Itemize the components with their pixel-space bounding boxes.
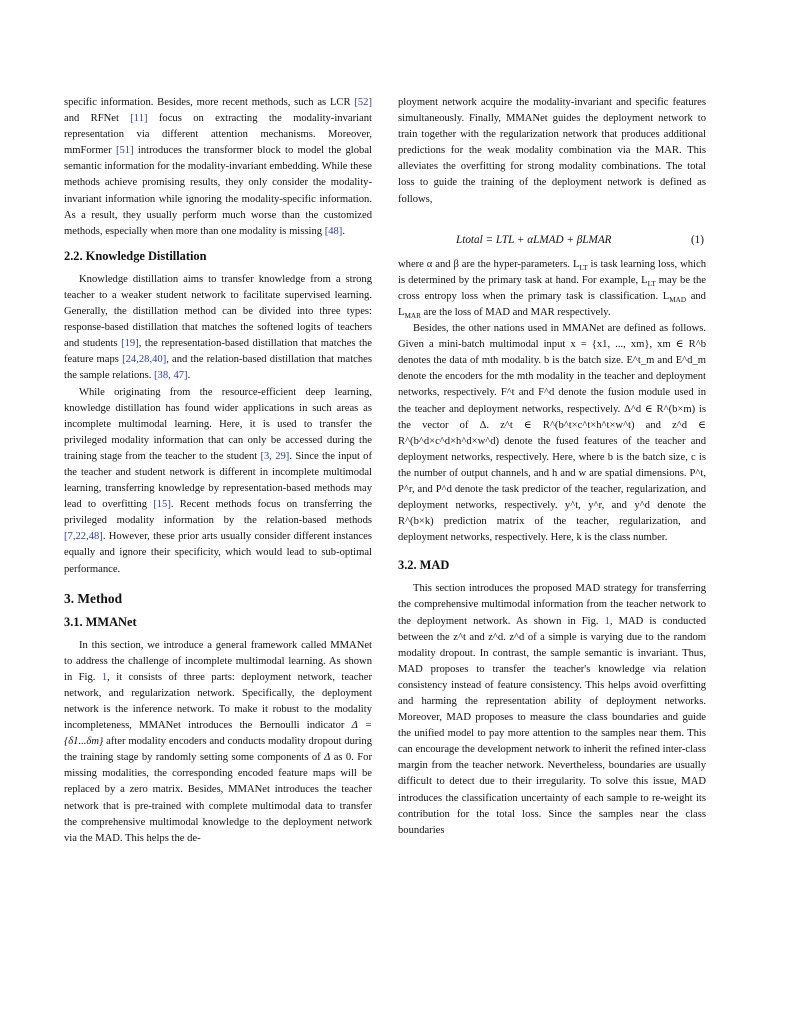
left-column bbox=[64, 95, 372, 847]
citation-link[interactable]: [3, 29] bbox=[260, 450, 290, 462]
paragraph-loss-definitions: where α and β are the hyper-parameters. $L_{LT}$ is task learning loss, which is determined by the primary task at hand. For example, $L_{LT}$ may be the cross entropy loss when the primary task is classification. $L_{MAD}$ and $L_{MAR}$ are the loss of MAD and MAR respectively. bbox=[398, 258, 706, 321]
citation-link[interactable]: [11] bbox=[130, 113, 148, 125]
equation-body: Ltotal = LTL + αLMAD + βLMAR bbox=[456, 233, 612, 246]
paragraph-mad-description: This section introduces the proposed MAD strategy for transferring the comprehensive multimodal information from the teacher network to the deployment network. As shown in Fig. 1, MAD is conducted between the z^t and z^d. z^d of a simple is varying due to the random modality dropout. In contrast, the sample semantic is invariant. Thus, MAD proposes to transfer the teacher's knowledge via relation consistency instead of feature consistency. This helps avoid overfitting and harming the representation ability of deployment networks. Moreover, MAD proposes to measure the class boundaries and guide the unified model to pay more attention to the samples near them. This can encourage the development network to inherit the refined inter-class margin from the teacher network. Nevertheless, boundaries are usually difficult to detect due to their irregularity. To solve this issue, MAD introduces the classification uncertainty of each sample to re-weight its contribution for the total loss. Since the samples near the class boundaries bbox=[398, 583, 707, 836]
section-heading-mad: 3.2. MAD bbox=[398, 558, 450, 573]
figure-link[interactable]: 1 bbox=[101, 671, 108, 683]
paragraph-kd-overview: Knowledge distillation aims to transfer knowledge from a strong teacher to a weaker student network to facilitate supervised learning. Generally, the distillation method can be divided into three types: response-based distillation that matches the softened logits of teachers and students [19], the representation-based distillation that matches the feature maps [24,28,40], and the relation-based distillation that matches the sample relations. [38, 47]. bbox=[64, 273, 372, 382]
citation-link[interactable]: [51] bbox=[115, 145, 134, 157]
citation-link[interactable]: [48] bbox=[324, 225, 343, 237]
math-inline: Δ = {δ1...δm} bbox=[64, 720, 373, 748]
equation-total-loss bbox=[398, 232, 706, 252]
paragraph-mmanet-framework: In this section, we introduce a general framework called MMANet to address the challenge of incomplete multimodal learning. As shown in Fig. 1, it consists of three parts: deployment network, teacher network, and regularization network. Specifically, the deployment network is the inference network. To make it robust to the modality incompleteness, MMANet introduces the Bernoulli indicator Δ = {δ1...δm} after modality encoders and conducts modality dropout during the training stage by randomly setting some components of Δ as 0. For missing modalities, the corresponding encoded feature maps will be replaced by a zero matrix. Besides, MMANet introduces the teacher network that is pre-trained with complete multimodal data to transfer the comprehensive multimodal knowledge to the deployment network via the MAD. This helps the de- bbox=[64, 639, 373, 844]
paragraph-mmanet-continued: ployment network acquire the modality-invariant and specific features simultaneously. Finally, MMANet guides the deployment network to train together with the regularization network that produces additional predictions for the weak modality combination via the MAR. This alleviates the overfitting for strong modality combinations. The total loss to guide the training of the deployment network is defined as follows, bbox=[398, 97, 706, 205]
figure-link[interactable]: 1 bbox=[604, 615, 610, 627]
citation-link[interactable]: [7,22,48] bbox=[64, 531, 103, 543]
citation-link[interactable]: [52] bbox=[354, 97, 372, 108]
equation-number: (1) bbox=[690, 233, 704, 246]
section-heading-method: 3. Method bbox=[64, 590, 123, 606]
citation-link[interactable]: [38, 47] bbox=[154, 370, 188, 382]
citation-link[interactable]: [15] bbox=[153, 499, 171, 511]
citation-link[interactable]: [24,28,40] bbox=[122, 354, 167, 366]
section-heading-knowledge-distillation: 2.2. Knowledge Distillation bbox=[64, 248, 207, 263]
math-inline: Δ bbox=[324, 752, 331, 764]
right-column bbox=[398, 95, 706, 839]
paragraph-intro-continued: specific information. Besides, more recent methods, such as LCR [52] and RFNet [11] focus on extracting the modality-invariant representation via different attention mechanisms. Moreover, mmFormer [51] introduces the transformer block to model the global semantic information for the modality-invariant embedding. While these methods achieve promising results, they only consider the modality-invariant information while ignoring the modality-specific information. As a result, they usually perform much worse than the customized methods, especially when more than one modality is missing [48]. bbox=[64, 97, 372, 237]
paragraph-kd-applications: While originating from the resource-efficient deep learning, knowledge distillation has found wider applications in such areas as incomplete multimodal learning. Here, it is used to transfer the privileged modality information that can only be accessed during the training stage from the teacher to the student [3, 29]. Since the input of the teacher and student network is different in incomplete multimodal learning, transferring knowledge by representation-based methods may lead to overfitting [15]. Recent methods focus on transferring the privileged modality information by the relation-based methods [7,22,48]. However, these prior arts usually consider different instances equally and ignore their specificity, which would lead to sub-optimal performance. bbox=[64, 386, 372, 575]
citation-link[interactable]: [19] bbox=[121, 338, 139, 350]
paragraph-notations: Besides, the other nations used in MMANet are defined as follows. Given a mini-batch multimodal input x = {x1, ..., xm}, xm ∈ R^b denotes the data of mth modality. b is the batch size. E^t_m and E^d_m denote the encoders for the mth modality in the teacher and deployment networks, respectively. F^t and F^d denote the fusion module used in the teacher and deployment networks, respectively. Δ^d ∈ R^(b×m) is the vector of Δ. z^t ∈ R^(b^t×c^t×h^t×w^t) and z^d ∈ R^(b^d×c^d×h^d×w^d) denote the fused features of the teacher and deployment networks, respectively. Here, where b is the batch size, c is the number of output channels, and h and w are spatial dimensions. P^t, P^r, and P^d denote the task predictor of the teacher, regularization, and deployment networks, respectively. y^t, y^r, and y^d denote the R^(b×k) prediction matrix of the teacher, regularization, and deployment networks, respectively. Here, k is the class number. bbox=[398, 323, 706, 544]
section-heading-mmanet: 3.1. MMANet bbox=[64, 614, 137, 629]
